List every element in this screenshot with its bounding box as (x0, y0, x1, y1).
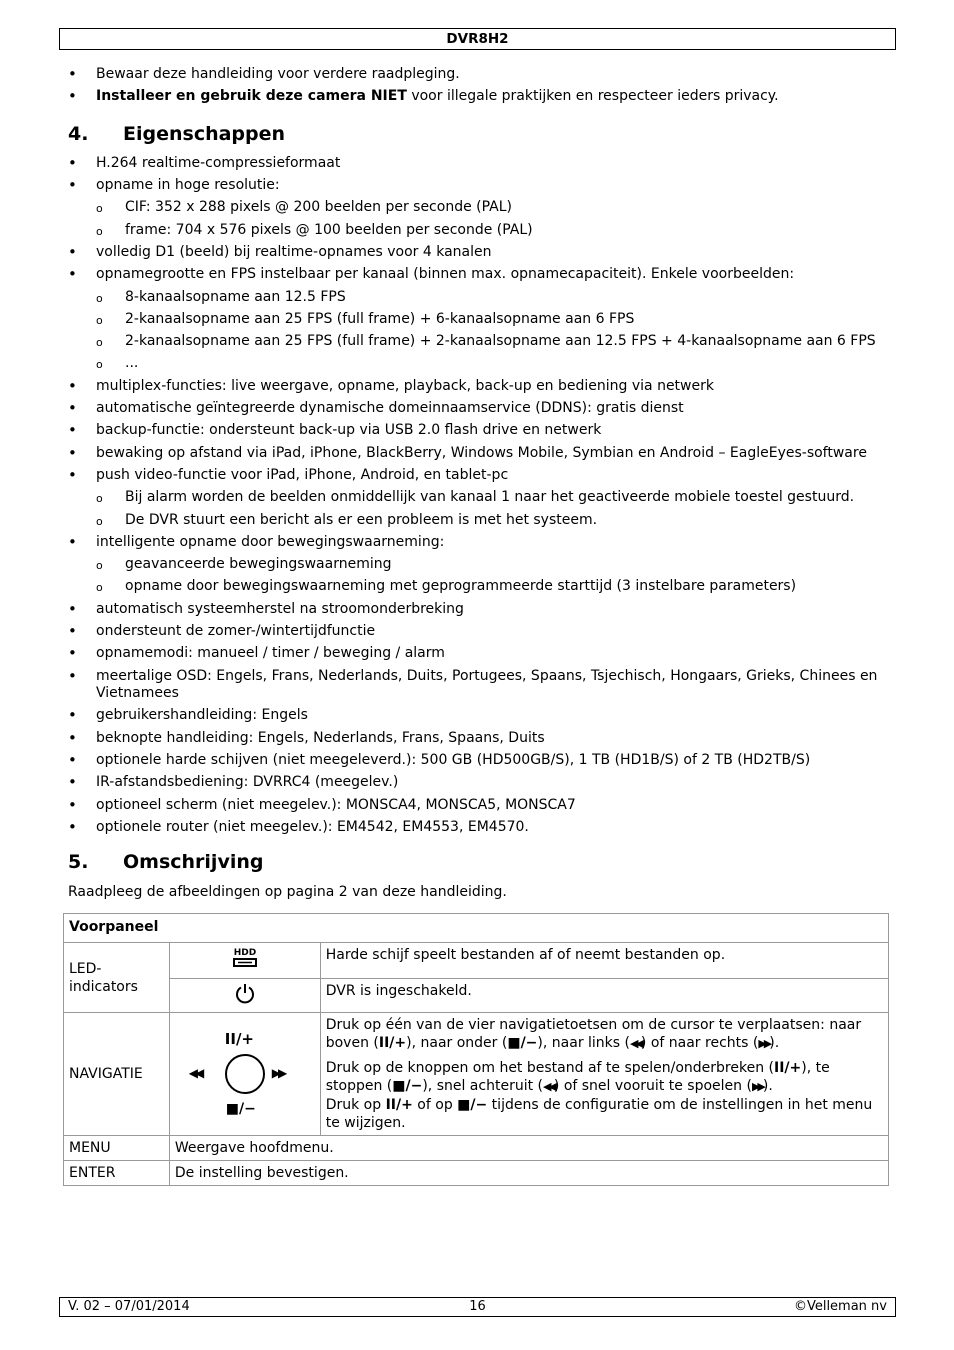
power-description: DVR is ingeschakeld. (320, 979, 888, 1013)
table-row (64, 979, 889, 1013)
list-item: • Installeer en gebruik deze camera NIET voor illegale praktijken en respecteer ieders privacy. (68, 88, 888, 106)
header-title: DVR8H2 (446, 31, 509, 47)
sub-list-item: o 2-kanaalsopname aan 25 FPS (full frame) + 6-kanaalsopname aan 6 FPS (96, 311, 888, 329)
section5-intro: Raadpleeg de afbeeldingen op pagina 2 van deze handleiding. (68, 884, 507, 901)
list-item: • gebruikershandleiding: Engels (68, 707, 888, 725)
footer-version: V. 02 – 07/01/2014 (68, 1299, 190, 1314)
features-list (68, 155, 888, 837)
list-item: • Bewaar deze handleiding voor verdere raadpleging. (68, 66, 888, 84)
sub-list-item: o opname door bewegingswaarneming met geprogrammeerde starttijd (3 instelbare parameters) (96, 578, 888, 596)
list-item: • ondersteunt de zomer-/wintertijdfunctie (68, 623, 888, 641)
page-number: 16 (469, 1299, 486, 1314)
page-header (59, 28, 896, 50)
list-item: • multiplex-functies: live weergave, opname, playback, back-up en bediening via netwerk (68, 378, 888, 396)
sub-list-item: o geavanceerde bewegingswaarneming (96, 556, 888, 574)
rewind-icon: ◀◀ (630, 1037, 641, 1051)
hdd-icon-text: HDD (233, 948, 257, 959)
play-pause-icon: II/+ (774, 1060, 802, 1077)
list-item: • automatisch systeemherstel na stroomonderbreking (68, 601, 888, 619)
list-item: • intelligente opname door bewegingswaarneming: o geavanceerde bewegingswaarneming o opname door bewegingswaarneming met geprogrammeerde starttijd (3 instelbare parameters) (68, 534, 888, 596)
rewind-icon: ◀◀ (542, 1080, 554, 1094)
center-circle (223, 1052, 267, 1096)
menu-description: Weergave hoofdmenu. (169, 1136, 888, 1161)
page-footer (59, 1297, 896, 1317)
sub-list-item: o ... (96, 355, 888, 373)
enter-description: De instelling bevestigen. (169, 1161, 888, 1186)
sub-list-item: o 8-kanaalsopname aan 12.5 FPS (96, 289, 888, 307)
table-row (64, 1161, 889, 1186)
play-pause-icon: II/+ (224, 1030, 254, 1049)
nav-description: Druk op één van de vier navigatietoetsen om de cursor te verplaatsen: naar boven (II/+), naar onder (■/−), naar links (◀◀) of naar rechts (▶▶). Druk op de knoppen om het bestand af te spelen/onderbreken (II/+), te stoppen (■/−), snel achteruit (◀◀) of snel vooruit te spoelen (▶▶). Druk op II/+ of op ■/− tijdens de configuratie om de instellingen in het menu te wijzigen. (320, 1013, 888, 1136)
stop-minus-icon: ■/− (225, 1101, 256, 1118)
list-item: • H.264 realtime-compressieformaat (68, 155, 888, 173)
nav-label: NAVIGATIE (64, 1013, 170, 1136)
list-item: • meertalige OSD: Engels, Frans, Nederlands, Duits, Portugees, Spaans, Tsjechisch, Hongaars, Grieks, Chinees en Vietnamees (68, 668, 888, 703)
menu-label: MENU (64, 1136, 170, 1161)
front-panel-table (63, 913, 889, 1186)
list-item: • opnamegrootte en FPS instelbaar per kanaal (binnen max. opnamecapaciteit). Enkele voorbeelden: o 8-kanaalsopname aan 12.5 FPS o 2-kanaalsopname aan 25 FPS (full frame) + 6-kanaalsopname aan 6 FPS o 2-kanaalsopname aan 25 FPS (full frame) + 2-kanaalsopname aan 12.5 FPS + 4-kanaalsopname aan 6 FPS o ... (68, 266, 888, 373)
stop-minus-icon: ■/− (392, 1078, 423, 1095)
list-item: • bewaking op afstand via iPad, iPhone, BlackBerry, Windows Mobile, Symbian en Android – EagleEyes-software (68, 445, 888, 463)
table-row (64, 943, 889, 979)
list-item: • opname in hoge resolutie: o CIF: 352 x 288 pixels @ 200 beelden per seconde (PAL) o frame: 704 x 576 pixels @ 100 beelden per seconde (PAL) (68, 177, 888, 239)
list-item: • optioneel scherm (niet meegelev.): MONSCA4, MONSCA5, MONSCA7 (68, 797, 888, 815)
sub-list-item: o CIF: 352 x 288 pixels @ 200 beelden per seconde (PAL) (96, 199, 888, 217)
list-item: • IR-afstandsbediening: DVRRC4 (meegelev.) (68, 774, 888, 792)
list-item: • optionele router (niet meegelev.): EM4542, EM4553, EM4570. (68, 819, 888, 837)
list-item: • opnamemodi: manueel / timer / beweging / alarm (68, 645, 888, 663)
list-item: • optionele harde schijven (niet meegeleverd.): 500 GB (HD500GB/S), 1 TB (HD1B/S) of 2 TB (HD2TB/S) (68, 752, 888, 770)
enter-label: ENTER (64, 1161, 170, 1186)
play-pause-icon: II/+ (385, 1097, 413, 1114)
fast-forward-icon: ▶▶ (751, 1080, 763, 1094)
section-heading-5: 5. Omschrijving (68, 851, 264, 874)
stop-minus-icon: ■/− (507, 1035, 538, 1052)
sub-list-item: o frame: 704 x 576 pixels @ 100 beelden per seconde (PAL) (96, 222, 888, 240)
hdd-icon (231, 946, 259, 970)
list-item: • push video-functie voor iPad, iPhone, Android, en tablet-pc o Bij alarm worden de beelden onmiddellijk van kanaal 1 naar het geactiveerde mobiele toestel gestuurd. o De DVR stuurt een bericht als er een probleem is met het systeem. (68, 467, 888, 529)
list-item: • backup-functie: ondersteunt back-up via USB 2.0 flash drive en netwerk (68, 422, 888, 440)
list-item: • automatische geïntegreerde dynamische domeinnaamservice (DDNS): gratis dienst (68, 400, 888, 418)
hdd-description: Harde schijf speelt bestanden af of neemt bestanden op. (320, 943, 888, 979)
stop-minus-icon: ■/− (457, 1097, 488, 1114)
sub-list-item: o Bij alarm worden de beelden onmiddellijk van kanaal 1 naar het geactiveerde mobiele toestel gestuurd. (96, 489, 888, 507)
play-pause-icon: II/+ (378, 1035, 407, 1052)
table-header: Voorpaneel (64, 914, 889, 943)
navigation-keys-icon (185, 1024, 305, 1124)
intro-list (68, 66, 888, 106)
list-item: • beknopte handleiding: Engels, Nederlands, Frans, Spaans, Duits (68, 730, 888, 748)
table-row (64, 1013, 889, 1136)
table-row (64, 1136, 889, 1161)
footer-copyright: ©Velleman nv (793, 1299, 887, 1314)
sub-list-item: o De DVR stuurt een bericht als er een probleem is met het systeem. (96, 512, 888, 530)
page-content (68, 66, 888, 1186)
list-item: • volledig D1 (beeld) bij realtime-opnames voor 4 kanalen (68, 244, 888, 262)
fast-forward-icon: ▶▶ (758, 1037, 770, 1051)
rewind-icon: ◀◀ (188, 1066, 202, 1081)
section-heading-4: 4. Eigenschappen (68, 122, 286, 145)
fast-forward-icon: ▶▶ (271, 1066, 285, 1081)
power-icon (234, 982, 256, 1004)
sub-list-item: o 2-kanaalsopname aan 25 FPS (full frame) + 2-kanaalsopname aan 12.5 FPS + 4-kanaalsopname aan 6 FPS (96, 333, 888, 351)
led-label: LED-indicators (64, 943, 170, 1013)
